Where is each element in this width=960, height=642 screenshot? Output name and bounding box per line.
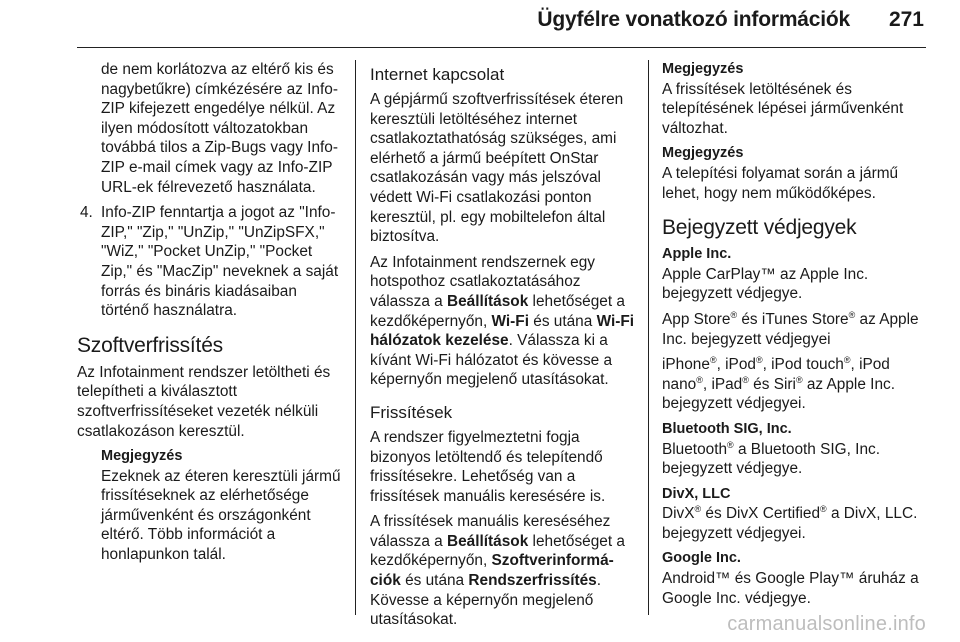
watermark: carmanualsonline.info	[727, 613, 926, 635]
section-heading-updates: Frissítések	[370, 402, 453, 422]
column-divider-1	[355, 60, 356, 615]
page-title: Ügyfélre vonatkozó információk	[537, 8, 850, 31]
section-heading-software-update: Szoftverfrissítés	[77, 333, 223, 357]
bluetooth-paragraph: Bluetooth® a Bluetooth SIG, Inc. bejegyzett védjegye.	[662, 439, 880, 478]
column-3	[662, 60, 932, 614]
menu-ref-wifi: Wi-Fi	[491, 312, 529, 330]
header-rule	[77, 47, 926, 48]
menu-ref-system-update: Rendszerfrissítés	[468, 572, 597, 590]
note-heading: Megjegyzés	[662, 145, 744, 162]
note-block-2	[662, 144, 932, 203]
column-divider-2	[648, 60, 649, 615]
note-heading: Megjegyzés	[662, 61, 744, 77]
column-2	[370, 60, 636, 636]
updates-paragraph-2: A frissítések manuális kereséséhez válassza a Beállítások lehetőséget a kezdőképernyőn, Szoftverinformá- ciók és utána Rendszerfrissítés. Kövesse a képernyőn megjelenő utasításokat.	[370, 513, 625, 629]
trademark-owner-google: Google Inc.	[662, 550, 741, 567]
trademark-owner-apple: Apple Inc.	[662, 246, 732, 263]
note-block	[101, 447, 345, 565]
note-block-1	[662, 60, 932, 138]
menu-ref-software-info: Szoftverinformá- ciók	[370, 552, 614, 590]
section-heading-internet: Internet kapcsolat	[370, 65, 505, 84]
page-header	[0, 8, 960, 42]
apple-paragraph-2: App Store® és iTunes Store® az Apple Inc. bejegyzett védjegyei	[662, 309, 919, 348]
list-item-4	[77, 203, 345, 321]
column-1	[77, 60, 345, 571]
internet-paragraph-1: A gépjármű szoftverfrissítések éteren keresztüli letöltéséhez internet csatlakoztathatóság szükséges, ami elérhető a jármű beépített OnStar csatlakozásán vagy más jelszóval védett Wi-Fi csatlakozási ponton keresztül, pl. egy mobiltelefon által biztosítva.	[370, 91, 624, 246]
menu-ref-settings: Beállítások	[447, 292, 529, 310]
trademark-owner-divx: DivX, LLC	[662, 485, 731, 502]
list-item-text: Info-ZIP fenntartja a jogot az "Info-ZIP," "Zip," "UnZip," "UnZipSFX," "WiZ," "Pocket UnZip," "Pocket Zip," és "MacZip" neveknek a saját forrás és bináris kiadásaiban történő használatra.	[101, 204, 339, 320]
note-heading: Megjegyzés	[101, 448, 183, 465]
google-paragraph: Android™ és Google Play™ áruház a Google Inc. védjegye.	[662, 570, 919, 607]
note-text: Ezeknek az éteren keresztüli jármű frissítéseknek az elérhetősége járművenként és országonként eltérő. Több információt a honlapunkon talál.	[101, 467, 341, 564]
apple-paragraph-3: iPhone®, iPod®, iPod touch®, iPod nano®, iPad® és Siri® az Apple Inc. bejegyzett védjegyei.	[662, 355, 895, 413]
updates-paragraph-1: A rendszer figyelmeztetni fogja bizonyos letöltendő és telepítendő frissítésekre. Lehetőség van a frissítések manuális keresésére is.	[370, 428, 606, 505]
menu-ref-manage-wifi: Wi-Fi hálózatok kezelése	[370, 312, 635, 350]
internet-paragraph-2: Az Infotainment rendszernek egy hotspothoz csatlakoztatásához válassza a Beállítások lehetőséget a kezdőképernyőn, Wi-Fi és utána Wi-Fi hálózatok kezelése. Válassza ki a kívánt Wi-Fi hálózatot és kövesse a képernyőn megjelenő utasításokat.	[370, 253, 635, 389]
software-update-paragraph: Az Infotainment rendszer letöltheti és telepítheti a kiválasztott szoftverfrissítéseket vezeték nélküli csatlakozáson keresztül.	[77, 363, 331, 440]
continued-paragraph: de nem korlátozva az eltérő kis és nagybetűkre) címkézésére az Info-ZIP kifejezett engedélye nélkül. Az ilyen módosított változatokban továbbá tilos a Zip-Bugs vagy Info-ZIP e-mail címek vagy az Info-ZIP URL-ek félrevezető használata.	[101, 61, 338, 196]
menu-ref-settings-2: Beállítások	[447, 532, 529, 550]
trademark-owner-bluetooth: Bluetooth SIG, Inc.	[662, 420, 792, 437]
page-number: 271	[888, 8, 924, 31]
section-heading-trademarks: Bejegyzett védjegyek	[662, 216, 857, 240]
divx-paragraph: DivX® és DivX Certified® a DivX, LLC. bejegyzett védjegyei.	[662, 504, 918, 542]
note-text: A frissítések letöltésének és telepítésének lépései járművenként változhat.	[662, 80, 904, 137]
apple-paragraph-1: Apple CarPlay™ az Apple Inc. bejegyzett védjegye.	[662, 265, 869, 303]
list-item-number: 4.	[80, 204, 93, 222]
note-text: A telepítési folyamat során a jármű lehet, hogy nem működőképes.	[662, 164, 899, 202]
